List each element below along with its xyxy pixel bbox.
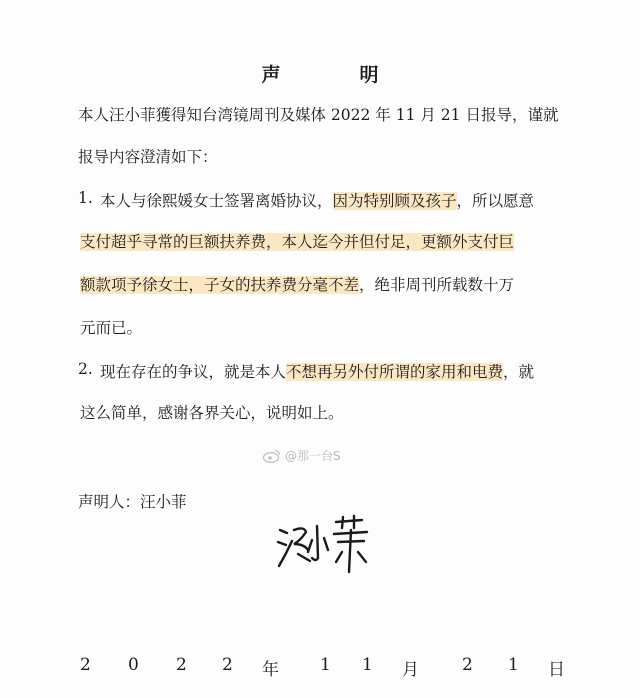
item1-highlight: ，本人迄今并但付足，更额外支付巨 bbox=[266, 233, 515, 251]
weibo-icon bbox=[262, 449, 282, 463]
date-char: 1 bbox=[362, 655, 373, 675]
date-char: 2 bbox=[176, 655, 187, 675]
item1-highlight: 因为特别顾及孩子 bbox=[332, 192, 457, 210]
item2-line-2: 这么简单，感谢各界关心，说明如上。 bbox=[80, 404, 344, 422]
date-char: 0 bbox=[128, 655, 139, 675]
item1-text: ，所以愿意 bbox=[456, 192, 535, 210]
item1-line-3 bbox=[80, 273, 514, 295]
date-char: 1 bbox=[320, 655, 331, 675]
date-char: 年 bbox=[262, 660, 279, 680]
date-char: 月 bbox=[402, 660, 419, 680]
date-char: 1 bbox=[508, 655, 519, 675]
page-title: 声 明 bbox=[261, 64, 409, 86]
date-char: 日 bbox=[548, 660, 565, 680]
date-line bbox=[0, 655, 640, 679]
item2-text: ，就 bbox=[503, 363, 535, 381]
date-char: 2 bbox=[80, 655, 91, 675]
item1-text: ，绝非周刊所载数十万 bbox=[359, 276, 515, 294]
item1-line-4: 元而已。 bbox=[80, 319, 143, 337]
item2-text: 现在存在的争议，就是本人 bbox=[100, 363, 287, 381]
intro-line-2: 报导内容澄清如下： bbox=[78, 148, 218, 166]
item1-number: 1. bbox=[78, 189, 93, 207]
signature bbox=[274, 514, 374, 574]
item1-highlight: 支付超乎寻常的巨额扶养费 bbox=[80, 233, 267, 251]
declarant: 声明人：汪小菲 bbox=[78, 493, 187, 511]
item1-line-2 bbox=[80, 230, 514, 252]
item2-line-1 bbox=[100, 360, 534, 382]
item2-number: 2. bbox=[78, 360, 93, 378]
item1-text: 本人与徐熙媛女士签署离婚协议， bbox=[100, 192, 333, 210]
item1-highlight: 额款项予徐女士，子女的扶养费分毫不差 bbox=[80, 276, 360, 294]
date-char: 2 bbox=[462, 655, 473, 675]
watermark bbox=[262, 447, 341, 464]
item1-line-1 bbox=[100, 189, 534, 211]
item2-highlight: 不想再另外付所谓的家用和电费 bbox=[286, 363, 504, 381]
intro-line-1: 本人汪小菲獲得知台湾镜周刊及媒体 2022 年 11 月 21 日报导，谨就 bbox=[78, 106, 559, 124]
watermark-text: @那一台S bbox=[285, 449, 341, 463]
date-char: 2 bbox=[222, 655, 233, 675]
